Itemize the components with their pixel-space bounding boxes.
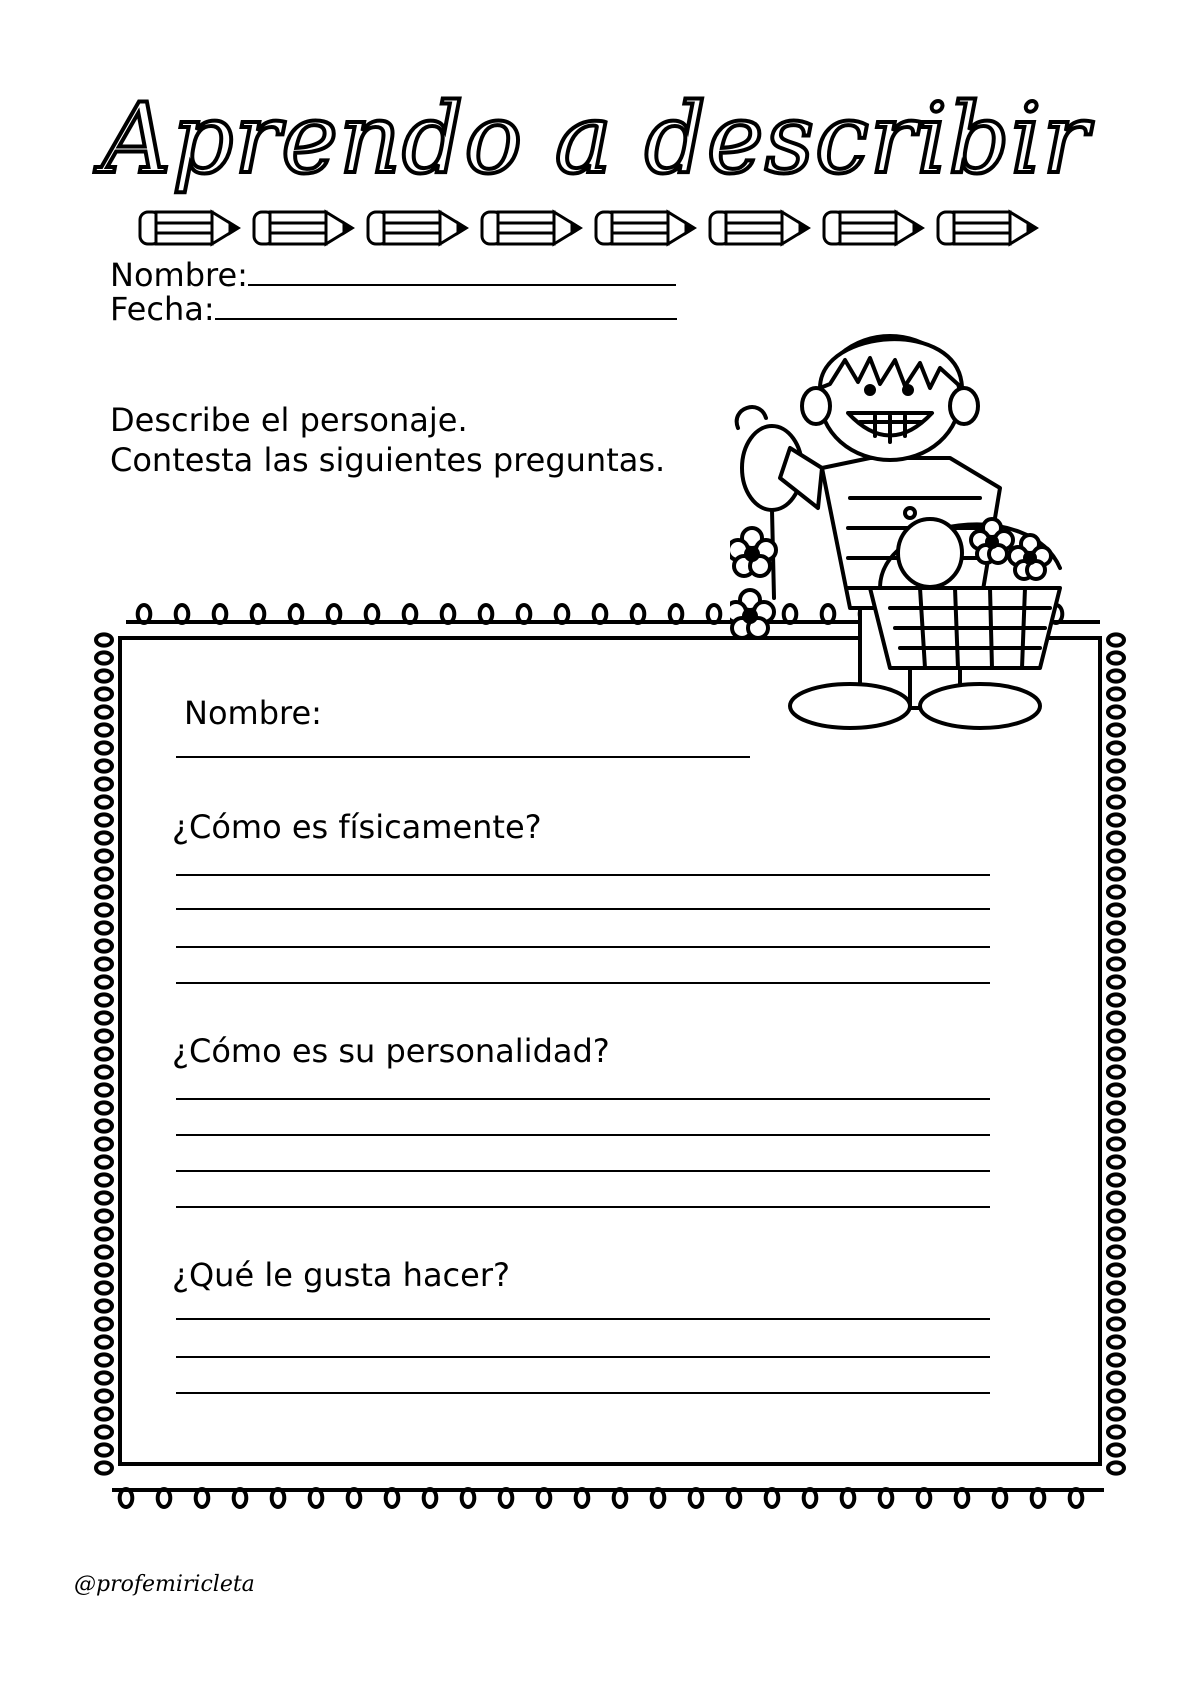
- question-name: Nombre:: [184, 694, 322, 732]
- question-physical: ¿Cómo es físicamente?: [172, 808, 542, 846]
- answer-line[interactable]: [176, 946, 990, 948]
- answer-line[interactable]: [176, 1318, 990, 1320]
- instruction-line-2: Contesta las siguientes preguntas.: [110, 441, 666, 479]
- date-field: [110, 290, 677, 328]
- author-credit: @profemiricleta: [74, 1572, 255, 1597]
- answer-line[interactable]: [176, 1392, 990, 1394]
- answer-line[interactable]: [176, 1356, 990, 1358]
- answer-line[interactable]: [176, 1206, 990, 1208]
- answer-line[interactable]: [176, 908, 990, 910]
- name-label: Nombre:: [110, 256, 248, 294]
- worksheet-title: Aprendo a describir: [101, 83, 1090, 195]
- date-line[interactable]: [215, 290, 677, 320]
- question-personality: ¿Cómo es su personalidad?: [172, 1032, 610, 1070]
- name-field: [110, 256, 676, 294]
- pencil-row-decoration: [138, 206, 1058, 250]
- date-label: Fecha:: [110, 290, 215, 328]
- answer-line[interactable]: [176, 756, 750, 758]
- answer-line[interactable]: [176, 1170, 990, 1172]
- instruction-line-1: Describe el personaje.: [110, 401, 468, 439]
- question-likes: ¿Qué le gusta hacer?: [172, 1256, 510, 1294]
- name-line[interactable]: [248, 256, 676, 286]
- boy-with-basket-illustration: [730, 318, 1130, 768]
- answer-line[interactable]: [176, 874, 990, 876]
- answer-line[interactable]: [176, 1098, 990, 1100]
- answer-line[interactable]: [176, 982, 990, 984]
- answer-line[interactable]: [176, 1134, 990, 1136]
- instructions: [110, 400, 665, 480]
